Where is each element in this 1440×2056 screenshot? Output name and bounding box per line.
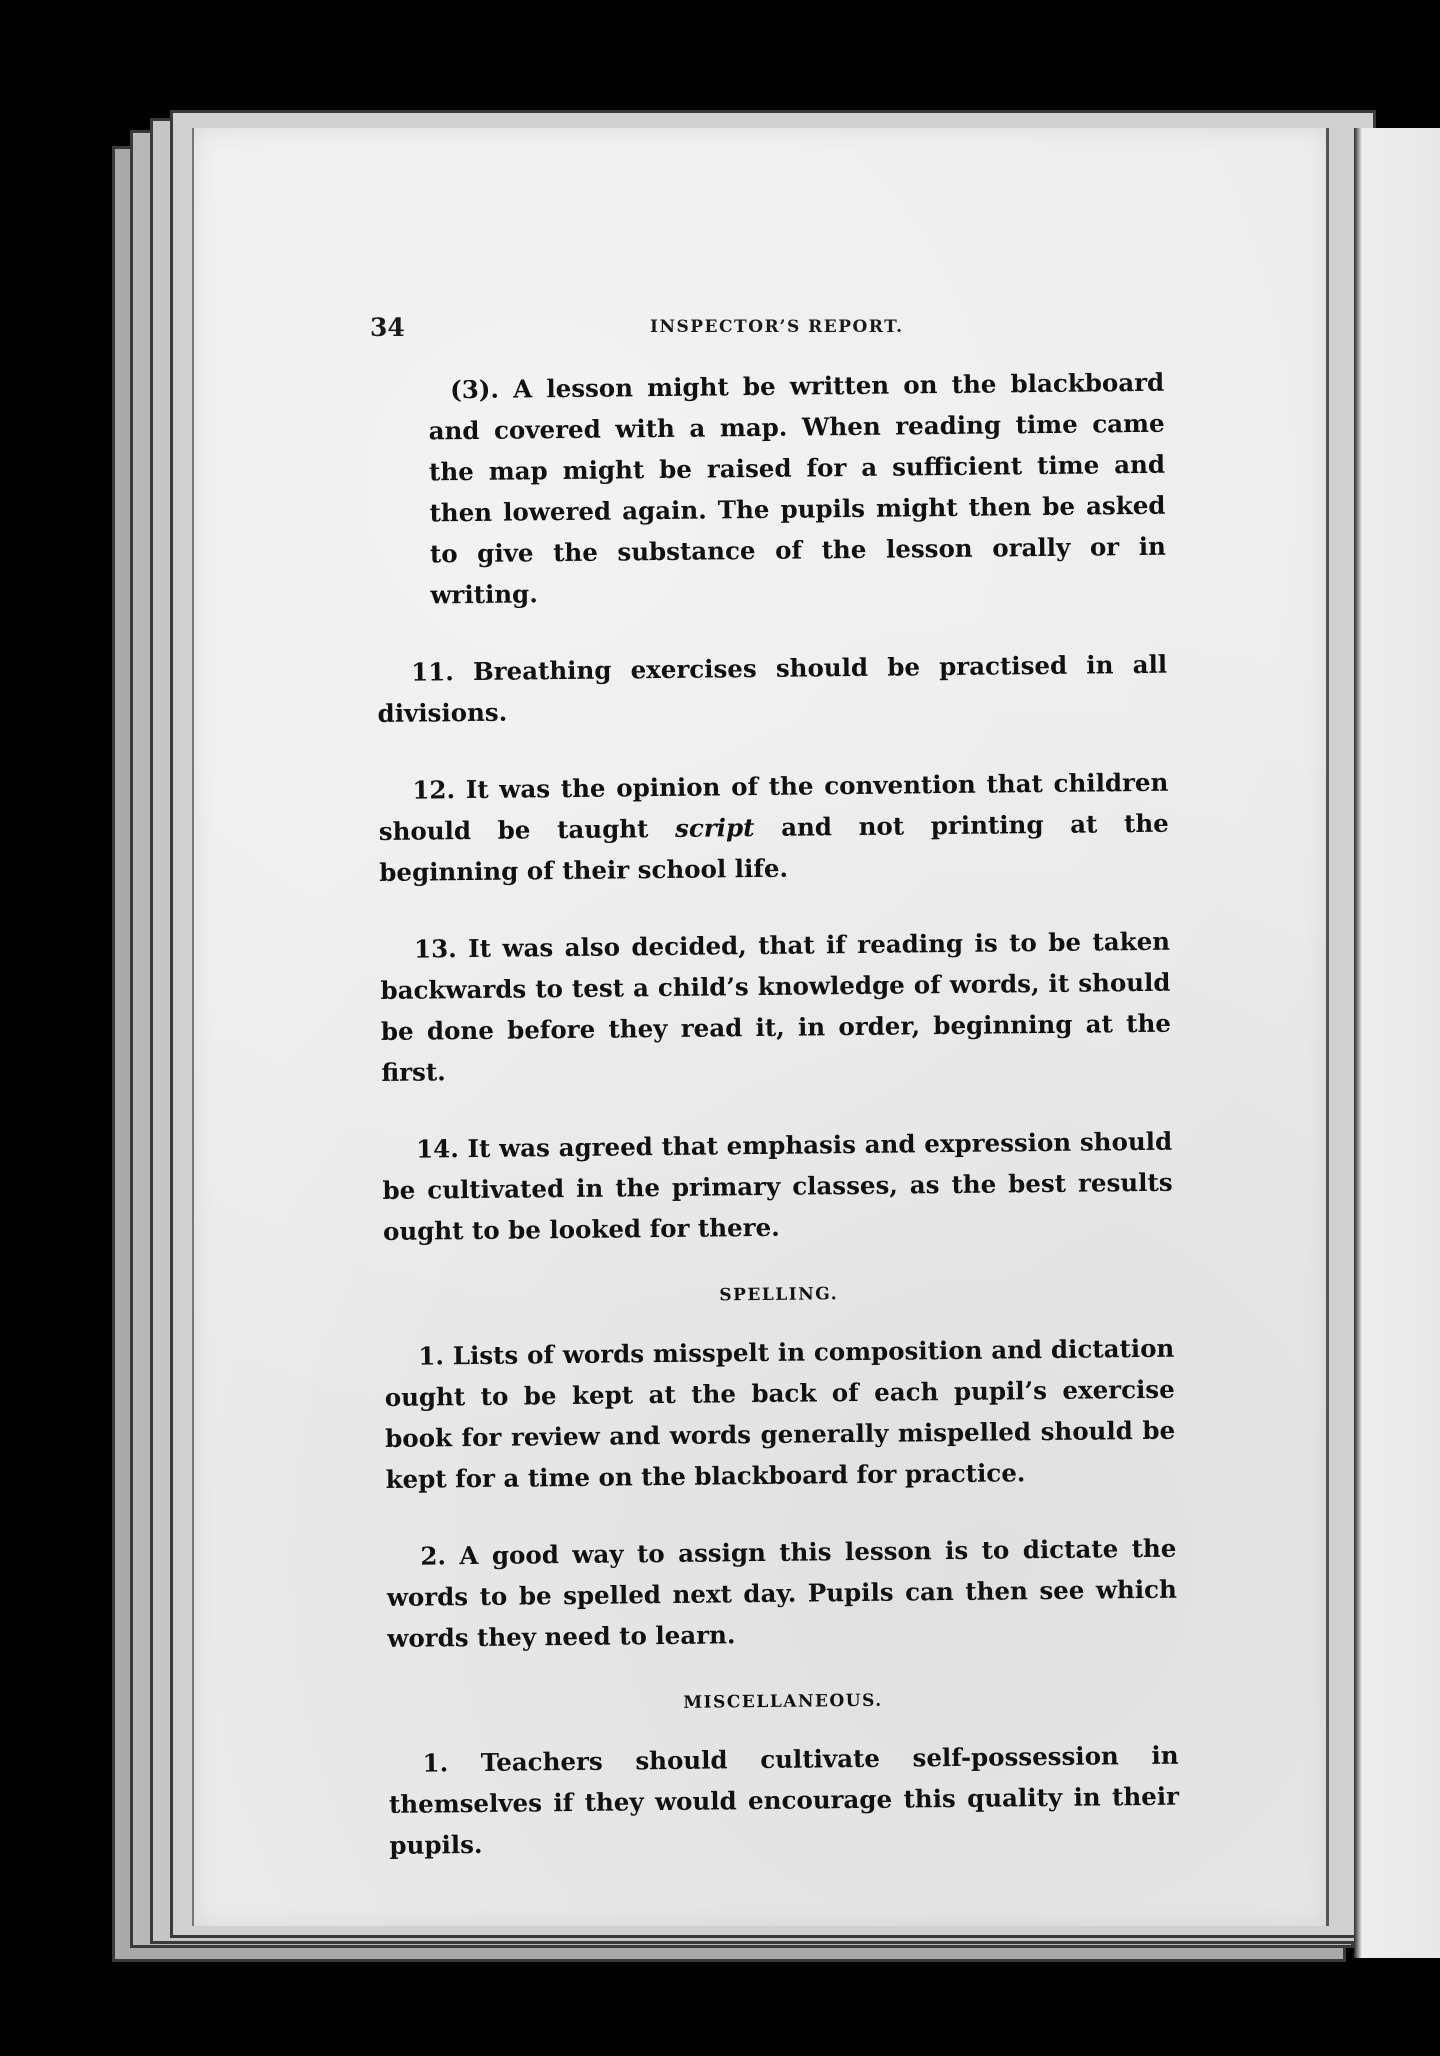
miscellaneous-item-1: 1. Teachers should cultivate self-possession in themselves if they would encourage this quality in their pupils. bbox=[388, 1740, 1180, 1860]
page-body bbox=[374, 362, 1180, 1902]
paragraph-item-12 bbox=[378, 762, 1169, 893]
section-heading-miscellaneous: MISCELLANEOUS. bbox=[683, 1690, 883, 1713]
document-page bbox=[192, 128, 1329, 1926]
paragraph-item-14: 14. It was agreed that emphasis and expression should be cultivated in the primary classes, as the best results ought to be looked for there. bbox=[382, 1126, 1173, 1246]
emphasized-word: script bbox=[674, 813, 755, 843]
spelling-item-2: 2. A good way to assign this lesson is to dictate the words to be spelled next day. Pupils can then see which words they need to learn. bbox=[386, 1533, 1177, 1653]
paragraph-item-3: (3). A lesson might be written on the blackboard and covered with a map. When reading time came the map might be raised for a sufficient time and then lowered again. The pupils might then be asked to give the substance of the lesson orally or in writing. bbox=[428, 367, 1167, 610]
running-header bbox=[370, 313, 1230, 353]
spelling-item-1: 1. Lists of words misspelt in composition and dictation ought to be kept at the back of each pupil’s exercise book for review and words generally mispelled should be kept for a time on the blackboard for practice. bbox=[384, 1333, 1176, 1494]
paragraph-text: 12. It was the opinion of the convention that children should be taught bbox=[378, 767, 1169, 846]
page-number: 34 bbox=[370, 313, 405, 342]
paragraph-text: and not printing at the beginning of their school life. bbox=[379, 808, 1169, 887]
paragraph-item-13: 13. It was also decided, that if reading is to be taken backwards to test a child’s knowledge of words, it should be done before they read it, in order, beginning at the first. bbox=[380, 926, 1172, 1087]
paragraph-item-11: 11. Breathing exercises should be practised in all divisions. bbox=[377, 649, 1168, 728]
running-title: INSPECTOR’S REPORT. bbox=[650, 317, 904, 337]
adjacent-page-edge bbox=[1354, 128, 1440, 1958]
section-heading-spelling: SPELLING. bbox=[719, 1284, 839, 1306]
